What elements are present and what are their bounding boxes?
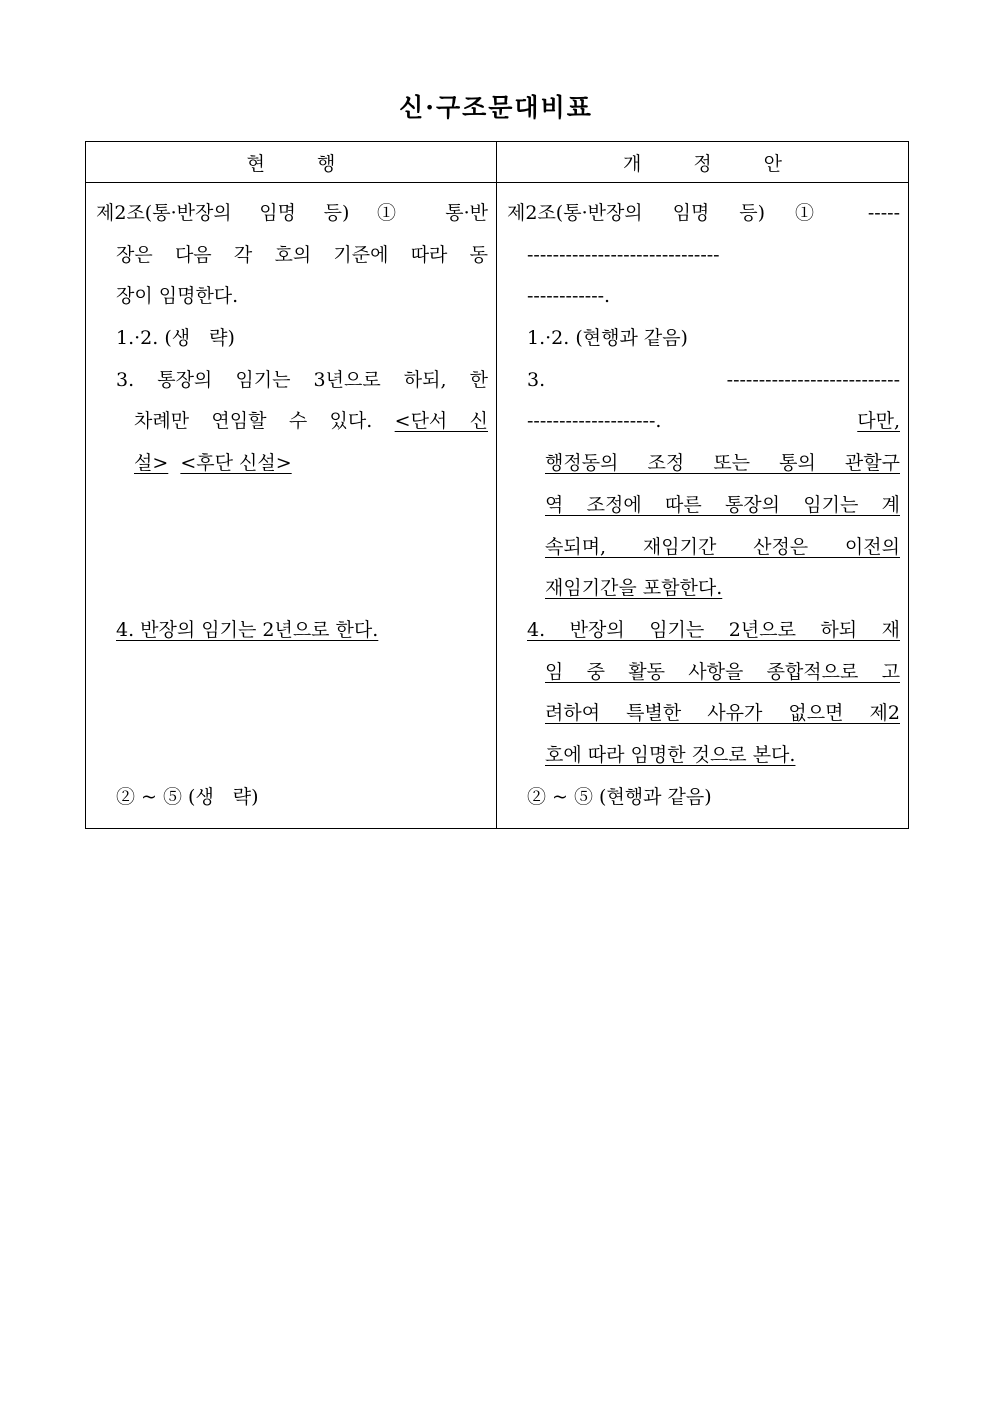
- revised-item-4-line-2: 임 중 활동 사항을 종합적으로 고: [545, 660, 900, 683]
- amended-text: 다만,: [857, 410, 900, 433]
- amendment-note: <후단 신설>: [180, 452, 292, 475]
- revised-item-4-line-4: 호에 따라 임명한 것으로 본다.: [545, 743, 796, 766]
- revised-item-3-line-3: 행정동의 조정 또는 통의 관할구: [545, 452, 900, 475]
- table-row: [86, 183, 909, 829]
- revised-article-line-2: ------------------------------: [527, 243, 720, 266]
- current-item-3-line-3: [96, 443, 488, 485]
- revised-item-1-2: 1.·2. (현행과 같음): [527, 327, 688, 350]
- amendment-note: <단서 신: [394, 410, 488, 433]
- revised-article-line-1: 제2조(통·반장의 임명 등) ① -----: [507, 202, 900, 224]
- revised-text-cell: [497, 183, 909, 829]
- revised-paragraph-2-5: ② ~ ⑤ (현행과 같음): [527, 785, 712, 808]
- current-text-cell: [86, 183, 497, 829]
- current-paragraph-2-5: ② ~ ⑤ (생 략): [116, 785, 259, 808]
- current-item-3-line-2: 차례만 연임할 수 있다. <단서 신: [134, 410, 488, 433]
- current-item-4: 4. 반장의 임기는 2년으로 한다.: [116, 618, 379, 641]
- revised-item-4-line-3: 려하여 특별한 사유가 없으면 제2: [545, 702, 900, 725]
- current-item-3-line-1: 3. 통장의 임기는 3년으로 하되, 한: [116, 368, 488, 391]
- revised-item-3-line-4: 역 조정에 따른 통장의 임기는 계: [545, 493, 900, 516]
- amendment-note: 설>: [134, 452, 169, 475]
- column-header-revised: 개정안: [497, 142, 909, 183]
- table-header-row: [86, 142, 909, 183]
- current-item-1-2: 1.·2. (생 략): [116, 327, 235, 350]
- current-article-line-2: 장은 다음 각 호의 기준에 따라 동: [116, 243, 488, 266]
- revised-item-3-line-2: --------------------. 다만,: [527, 410, 900, 433]
- comparison-table: [85, 141, 909, 829]
- revised-item-3-line-1: 3. ---------------------------: [527, 368, 900, 391]
- revised-item-3-line-6: 재임기간을 포함한다.: [545, 577, 723, 600]
- revised-article-line-3: ------------.: [527, 285, 611, 308]
- revised-item-3-line-5: 속되며, 재임기간 산정은 이전의: [545, 535, 900, 558]
- page-title: 신·구조문대비표: [399, 93, 593, 122]
- current-article-line-3: 장이 임명한다.: [116, 285, 239, 308]
- revised-item-4-line-1: 4. 반장의 임기는 2년으로 하되 재: [527, 618, 900, 641]
- current-article-line-1: 제2조(통·반장의 임명 등) ① 통·반: [96, 202, 488, 224]
- column-header-current: 현행: [86, 142, 497, 183]
